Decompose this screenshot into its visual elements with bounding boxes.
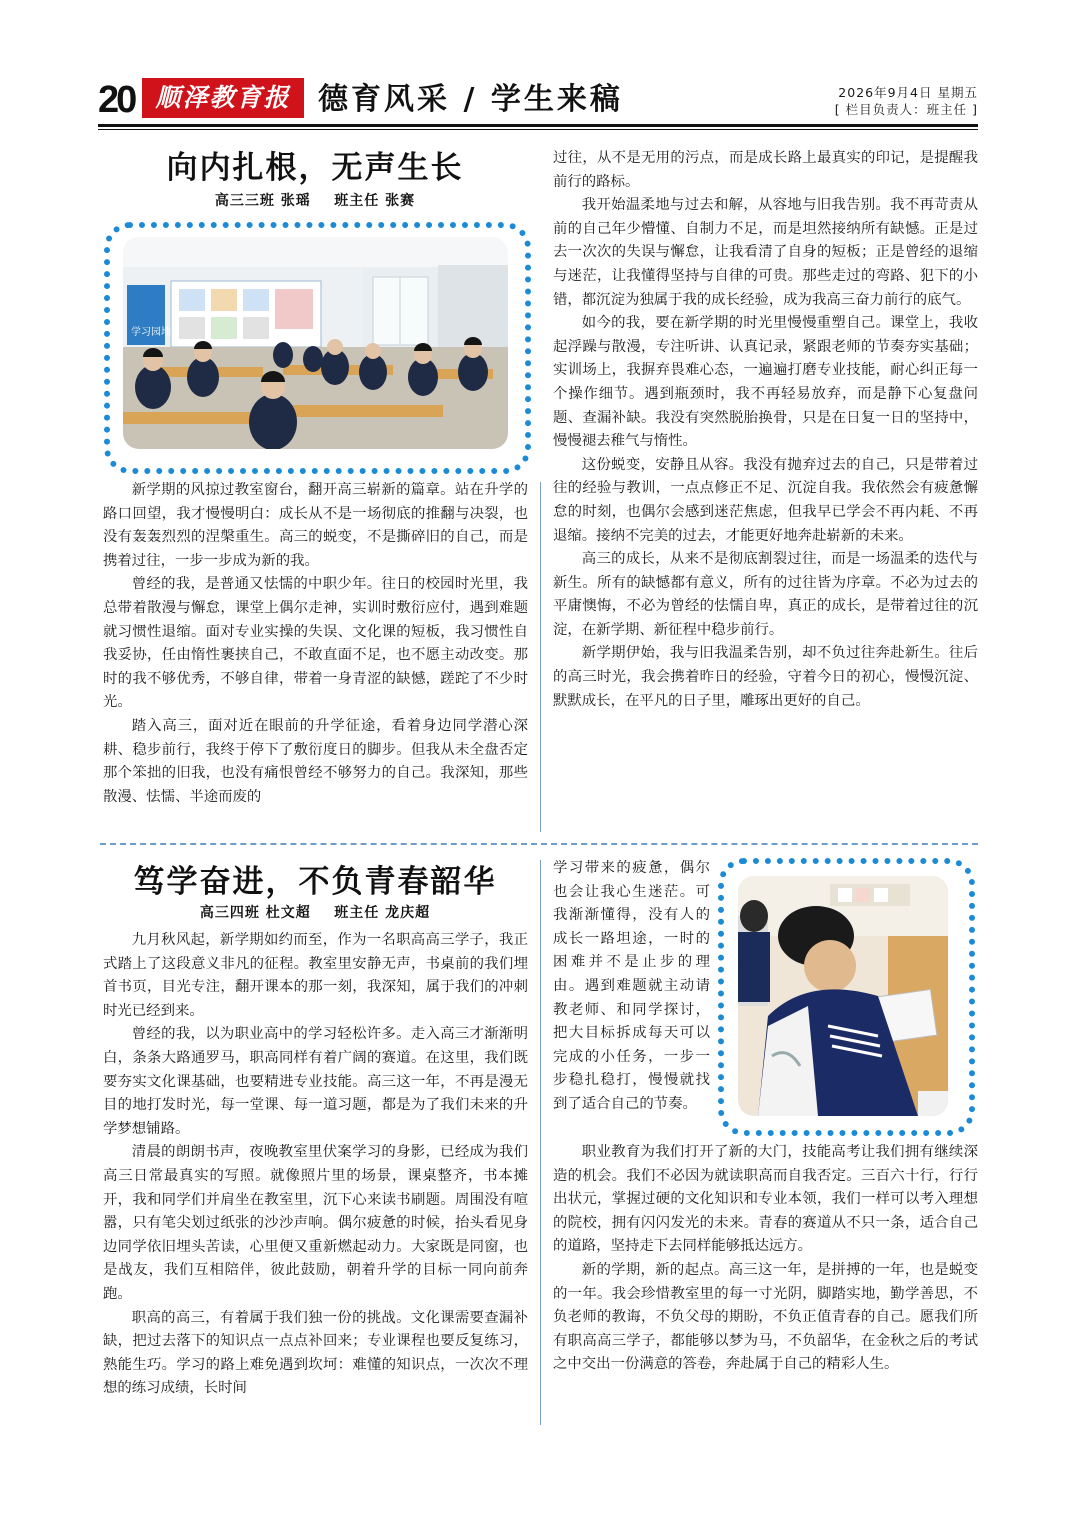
article-2-byline: 高三四班 杜文超 班主任 龙庆超 [199,905,431,921]
article-1-right-column [553,147,978,713]
paragraph: 清晨的朗朗书声，夜晚教室里伏案学习的身影，已经成为我们高三日常最真实的写照。就像照片里的场景，课桌整齐，书本摊开，我和同学们并肩坐在教室里，沉下心来读书刷题。周围没有喧嚣，只有笔尖划过纸张的沙沙声响。偶尔疲惫的时候，抬头看见身边同学依旧埋头苦读，心里便又重新燃起动力。大家既是同窗，也是战友，我们互相陪伴，彼此鼓励，朝着升学的目标一同向前奔跑。 [103,1144,528,1302]
article-2-right-column [553,1141,978,1377]
column-divider-top [540,482,541,832]
paragraph: 高三的成长，从来不是彻底割裂过往，而是一场温柔的迭代与新生。所有的缺憾都有意义，所有的过往皆为序章。不必为过去的平庸懊悔，不必为曾经的怯懦自卑，真正的成长，是带着过往的沉淀，在新学期、新征程中稳步前行。 [553,551,978,638]
article-1-byline: 高三三班 张瑶 班主任 张赛 [214,193,416,209]
article-separator [100,843,978,845]
classroom-photo [123,237,508,449]
article-2-left-column [103,929,528,1401]
column-divider-bottom [540,860,541,1425]
paragraph: 过往，从不是无用的污点，而是成长路上最真实的印记，是提醒我前行的路标。 [553,150,978,190]
paragraph: 九月秋风起，新学期如约而至，作为一名职高高三学子，我正式踏上了这段意义非凡的征程。教室里安静无声，书桌前的我们埋首书页，目光专注，翻开课本的那一刻，我深知，属于我们的冲刺时光已经到来。 [103,932,528,1019]
paragraph: 这份蜕变，安静且从容。我没有抛弃过去的自己，只是带着过往的经验与教训，一点点修正不足、沉淀自我。我依然会有疲惫懈怠的时刻，也偶尔会感到迷茫焦虑，但我早已学会不再内耗、不再退缩。接纳不完美的过去，才能更好地奔赴崭新的未来。 [553,456,978,544]
paragraph: 职高的高三，有着属于我们独一份的挑战。文化课需要查漏补缺，把过去落下的知识点一点点补回来；专业课程也要反复练习，熟能生巧。学习的路上难免遇到坎坷：难懂的知识点，一次次不理想的练习成绩，长时间 [103,1309,528,1397]
article-1-title: 向内扎根，无声生长 [166,150,464,186]
article-1-left-column [103,479,528,809]
section-title: 德育风采 / 学生来稿 [318,82,623,117]
article-2-title: 笃学奋进，不负青春韶华 [133,864,497,900]
article-2-right-top-column [553,857,710,1117]
paragraph: 新学期的风掠过教室窗台，翻开高三崭新的篇章。站在升学的路口回望，我才慢慢明白：成长从不是一场彻底的推翻与决裂，也没有轰轰烈烈的涅槃重生。高三的蜕变，不是撕碎旧的自己，而是携着过往，一步一步成为新的我。 [103,482,528,569]
classroom-photo-image [123,237,508,449]
paragraph: 新的学期，新的起点。高三这一年，是拼搏的一年，也是蜕变的一年。我会珍惜教室里的每一寸光阴，脚踏实地，勤学善思，不负老师的教诲，不负父母的期盼，不负正值青春的自己。愿我们所有职高高三学子，都能够以梦为马，不负韶华，在金秋之后的考试之中交出一份满意的答卷，奔赴属于自己的精彩人生。 [553,1261,978,1373]
header-rule-thin [98,129,978,130]
masthead-logo: 顺泽教育报 [142,78,304,118]
page-number: 20 [98,79,135,121]
paragraph: 曾经的我，是普通又怯懦的中职少年。往日的校园时光里，我总带着散漫与懈怠，课堂上偶尔走神，实训时敷衍应付，遇到难题就习惯性退缩。面对专业实操的失误、文化课的短板，我习惯性自我妥协，任由惰性裹挟自己，不敢直面不足，也不愿主动改变。那时的我不够优秀，不够自律，带着一身青涩的缺憾，蹉跎了不少时光。 [103,576,528,711]
paragraph: 如今的我，要在新学期的时光里慢慢重塑自己。课堂上，我收起浮躁与散漫，专注听讲、认真记录，紧跟老师的节奏夯实基础；实训场上，我摒弃畏难心态，一遍遍打磨专业技能，耐心纠正每一个操作细节。遇到瓶颈时，我不再轻易放弃，而是静下心复盘问题、查漏补缺。我没有突然脱胎换骨，只是在日复一日的坚持中，慢慢褪去稚气与惰性。 [553,315,978,450]
date-block [835,84,978,118]
issue-date: 2026年9月4日 星期五 [838,85,978,100]
header-rule [98,124,978,127]
student-reading-image [738,876,948,1116]
paragraph: 我开始温柔地与过去和解，从容地与旧我告别。我不再苛责从前的自己年少懵懂、自制力不足，而是坦然接纳所有缺憾。正是过去一次次的失误与懈怠，让我看清了自身的短板；正是曾经的退缩与迷茫，让我懂得坚持与自律的可贵。那些走过的弯路、犯下的小错，都沉淀为独属于我的成长经验，成为我高三奋力前行的底气。 [553,197,978,308]
column-editor: [ 栏目负责人：班主任 ] [834,102,978,117]
paragraph: 职业教育为我们打开了新的大门，技能高考让我们拥有继续深造的机会。我们不必因为就读职高而自我否定。三百六十行，行行出状元，掌握过硬的文化知识和专业本领，我们一样可以考入理想的院校，拥有闪闪发光的未来。青春的赛道从不只一条，适合自己的道路，坚持走下去同样能够抵达远方。 [553,1144,978,1255]
paragraph: 新学期伊始，我与旧我温柔告别，却不负过往奔赴新生。往后的高三时光，我会携着昨日的经验，守着今日的初心，慢慢沉淀、默默成长，在平凡的日子里，雕琢出更好的自己。 [553,645,978,709]
board-sign-text: 学习园地 [131,327,171,338]
paragraph: 学习带来的疲惫，偶尔也会让我心生迷茫。可我渐渐懂得，没有人的成长一路坦途，一时的困难并不是止步的理由。遇到难题就主动请教老师、和同学探讨，把大目标拆成每天可以完成的小任务，一步一步稳扎稳打，慢慢就找到了适合自己的节奏。 [553,860,710,1112]
page-header [98,78,978,124]
paragraph: 踏入高三，面对近在眼前的升学征途，看着身边同学潜心深耕、稳步前行，我终于停下了敷衍度日的脚步。但我从未全盘否定那个笨拙的旧我，也没有痛恨曾经不够努力的自己。我深知，那些散漫、怯懦、半途而废的 [103,717,528,805]
paragraph: 曾经的我，以为职业高中的学习轻松许多。走入高三才渐渐明白，条条大路通罗马，职高同样有着广阔的赛道。在这里，我们既要夯实文化课基础，也要精进专业技能。高三这一年，不再是漫无目的地打发时光，每一堂课、每一道习题，都是为了我们未来的升学梦想铺路。 [103,1026,528,1137]
student-reading-photo [738,876,948,1116]
